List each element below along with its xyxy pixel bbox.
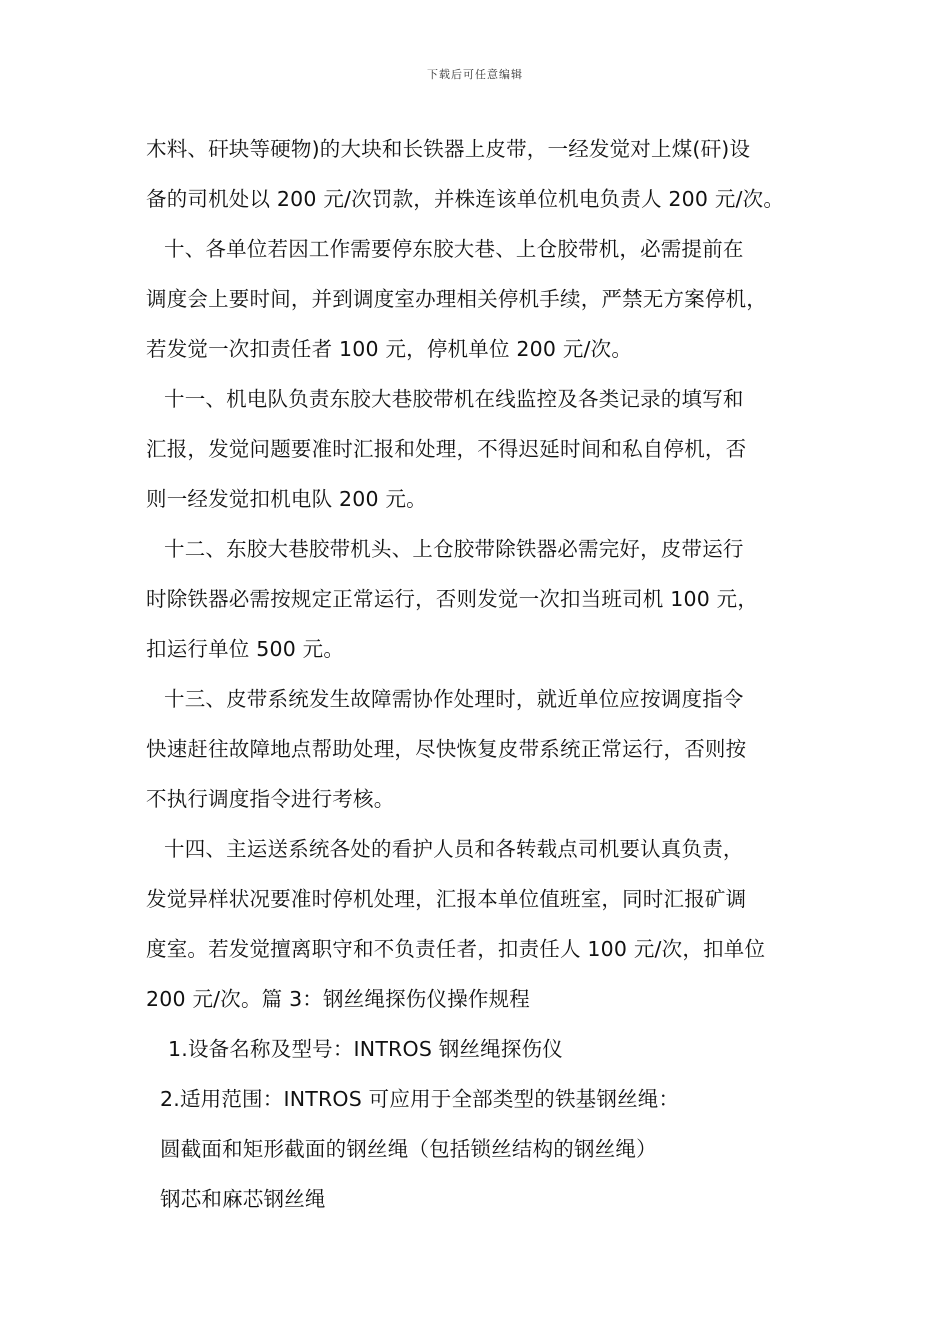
text-line: 2.适用范围：INTROS 可应用于全部类型的铁基钢丝绳：: [160, 1087, 680, 1111]
text-line: 1.设备名称及型号：INTROS 钢丝绳探伤仪: [168, 1037, 563, 1061]
text-line: 十二、东胶大巷胶带机头、上仓胶带除铁器必需完好，皮带运行: [164, 537, 744, 561]
text-line: 十、各单位若因工作需要停东胶大巷、上仓胶带机，必需提前在: [164, 237, 744, 261]
text-line: 木料、矸块等硬物)的大块和长铁器上皮带，一经发觉对上煤(矸)设: [146, 137, 751, 161]
text-line: 调度会上要时间，并到调度室办理相关停机手续，严禁无方案停机，: [146, 287, 767, 311]
text-line: 钢芯和麻芯钢丝绳: [160, 1187, 326, 1211]
text-line: 时除铁器必需按规定正常运行，否则发觉一次扣当班司机 100 元，: [146, 587, 759, 611]
text-line: 200 元/次。篇 3：钢丝绳探伤仪操作规程: [146, 987, 531, 1011]
text-line: 十一、机电队负责东胶大巷胶带机在线监控及各类记录的填写和: [164, 387, 744, 411]
text-line: 不执行调度指令进行考核。: [146, 787, 395, 811]
text-line: 则一经发觉扣机电队 200 元。: [146, 487, 427, 511]
text-line: 备的司机处以 200 元/次罚款，并株连该单位机电负责人 200 元/次。: [146, 187, 785, 211]
text-line: 十四、主运送系统各处的看护人员和各转载点司机要认真负责，: [164, 837, 744, 861]
text-line: 汇报，发觉问题要准时汇报和处理，不得迟延时间和私自停机，否: [146, 437, 747, 461]
text-line: 若发觉一次扣责任者 100 元，停机单位 200 元/次。: [146, 337, 633, 361]
text-line: 发觉异样状况要准时停机处理，汇报本单位值班室，同时汇报矿调: [146, 887, 747, 911]
text-line: 圆截面和矩形截面的钢丝绳（包括锁丝结构的钢丝绳）: [160, 1137, 657, 1161]
text-line: 度室。若发觉擅离职守和不负责任者，扣责任人 100 元/次，扣单位: [146, 937, 766, 961]
text-line: 扣运行单位 500 元。: [146, 637, 345, 661]
page-header-note: 下载后可任意编辑: [427, 68, 523, 81]
text-line: 十三、皮带系统发生故障需协作处理时，就近单位应按调度指令: [164, 687, 744, 711]
text-line: 快速赶往故障地点帮助处理，尽快恢复皮带系统正常运行，否则按: [146, 737, 747, 761]
